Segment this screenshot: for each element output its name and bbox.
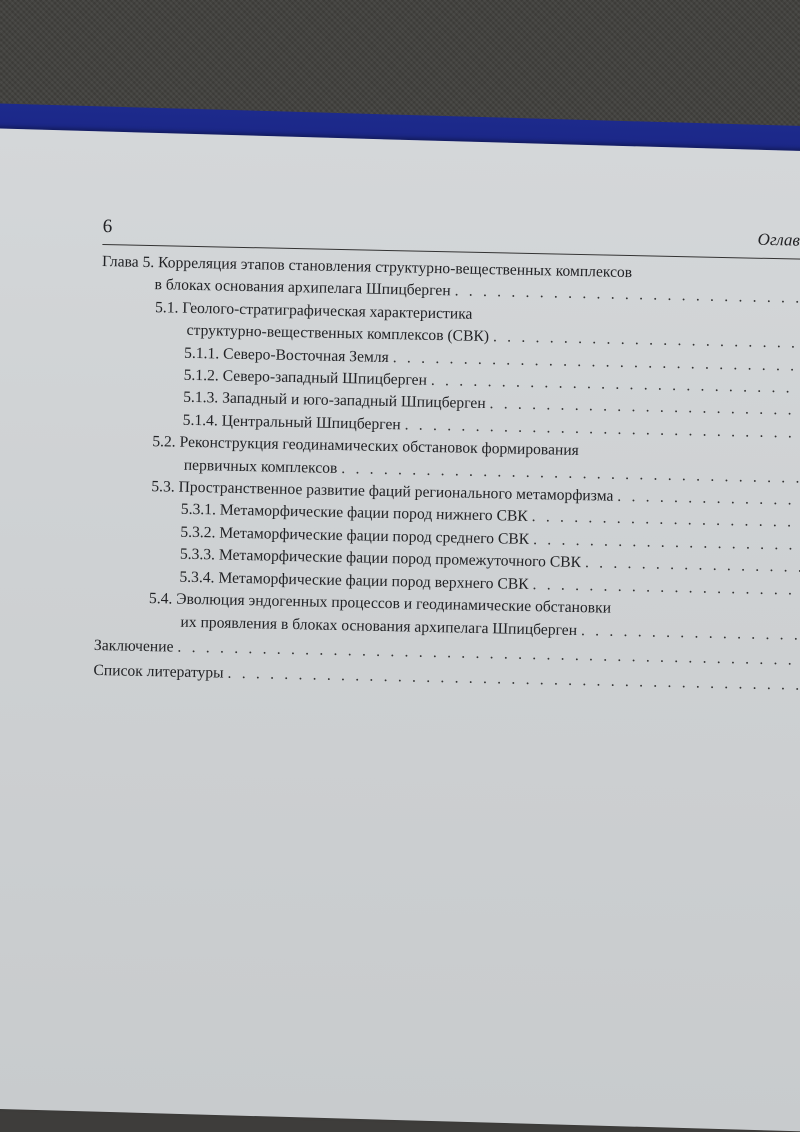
table-of-contents [93,251,800,699]
toc-entry-text: 5.3.2. Метаморфические фации пород среднего СВК [180,523,530,548]
toc-entry-text: 5.3.4. Метаморфические фации пород верхнего СВК [179,568,529,593]
dot-leader [581,620,800,648]
toc-entry-text: 5.1.1. Северо-Восточная Земля [183,344,390,366]
toc-entry-text: 5.3.1. Метаморфические фации пород нижнего СВК [180,501,528,526]
running-head: Оглав [757,229,800,250]
toc-entry-text: структурно-вещественных комплексов (СВК) [186,321,490,346]
toc-entry-text: 5.1.2. Северо-западный Шпицберген [183,366,428,389]
toc-entry-text: 5.1.4. Центральный Шпицберген [182,411,401,434]
toc-entry-text: 5.3. Пространственное развитие фаций регионального метаморфизма [151,478,614,505]
toc-entry-text: Глава 5. Корреляция этапов становления структурно-вещественных комплексов [101,252,633,282]
page-content [93,216,800,699]
toc-entry-text: 5.4. Эволюция эндогенных процессов и геодинамические обстановки [148,590,612,617]
toc-entry-text: первичных комплексов [183,456,338,477]
toc-entry-text: Заключение [93,636,174,656]
toc-entry-text: их проявления в блоках основания архипелага Шпицберген [180,613,578,639]
toc-entry-text: 5.3.3. Метаморфические фации пород промежуточного СВК [179,545,582,572]
page-number: 6 [102,216,113,238]
toc-entry-text: Список литературы [93,662,224,682]
toc-entry-text: 5.2. Реконструкция геодинамических обстановок формирования [152,433,579,460]
toc-entry-text: в блоках основания архипелага Шпицберген [154,276,451,300]
toc-entry-text: 5.1. Геолого-стратиграфическая характеристика [154,298,473,323]
toc-entry-text: 5.1.3. Западный и юго-западный Шпицберген [183,389,486,413]
